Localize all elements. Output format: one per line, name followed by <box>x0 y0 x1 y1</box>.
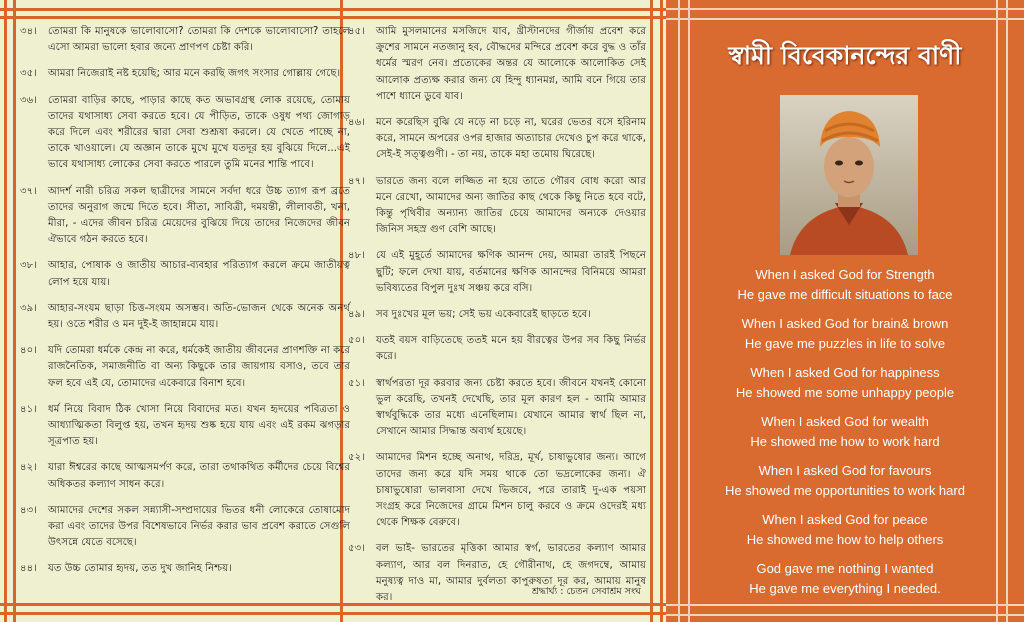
quote-number: ৫২। <box>348 452 365 464</box>
border-line <box>660 0 663 622</box>
quote-item <box>348 450 646 531</box>
quote-text: মনে করেছিস বুঝি যে নড়ে না চড়ে না, ঘরের ভেতর বসে হরিনাম করে, সামনে অপরের ওপর হাজার অত্যাচার দেখেও চুপ করে থাকে, সেই-ই সত্ত্বগুণী। - তা নয়, তাকে মহা তমোয় ঘিরেছে। <box>376 117 646 161</box>
quote-number: ৩৯। <box>20 302 37 314</box>
portrait-illustration <box>780 95 918 255</box>
page-title: স্বামী বিবেকানন্দের বাণী <box>728 41 962 70</box>
right-quote-column <box>348 24 646 616</box>
border-line <box>666 8 1024 10</box>
quote-item <box>348 376 646 441</box>
border-line <box>13 0 16 622</box>
border-line <box>0 16 666 19</box>
quote-text: আমাদের মিশন হচ্ছে অনাথ, দরিদ্র, মূর্খ, চাষাভুষোর জন্য। আগে তাদের জন্য করে যদি সময় থাকে তো ভদ্রলোকের জন্য। ঐ চাষাভুষোরা ভালবাসা দেখে ভিজবে, পরে তারাই দু-এক পয়সা সংগ্রহ করে নিজেদের গ্রামে মিশন চালু করবে ও ক্রমে ওদেরই মধ্য থেকে শিক্ষক বেরুবে। <box>376 452 646 529</box>
quote-number: ৪০। <box>20 345 37 357</box>
quote-line: He showed me how to help others <box>746 532 944 547</box>
quote-number: ৩৬। <box>20 94 37 106</box>
quote-number: ৫১। <box>348 377 365 389</box>
quote-number: ৫০। <box>348 335 365 347</box>
quote-line: When I asked God for Strength <box>755 267 935 282</box>
border-line <box>666 614 1024 616</box>
quote-line: When I asked God for favours <box>758 463 932 478</box>
quote-number: ৪৩। <box>20 504 37 516</box>
quote-text: যারা ঈশ্বরের কাছে আত্মসমর্পণ করে, তারা তথাকথিত কর্মীদের চেয়ে বিশ্বের অধিকতর কল্যাণ সাধন করে। <box>48 462 350 490</box>
border-line <box>0 8 666 11</box>
quote-number: ৩৪। <box>20 26 37 37</box>
quote-text: তোমরা কি মানুষকে ভালোবাসো? তোমরা কি দেশকে ভালোবাসো? তাহলে এসো আমরা ভালো হবার জন্যে প্রাণপণ চেষ্টা করি। <box>48 26 350 54</box>
quote-item <box>20 561 350 577</box>
quote-number: ৪৬। <box>348 117 365 129</box>
quote-text: ভারতে জন্য বলে লজ্জিত না হয়ে তাতে গৌরব বোধ করো আর মনে রেখো, আমাদের অন্য জাতির কাছ থেকে কিছু নিতে হবে বটে, কিন্তু পৃথিবীর অন্যান্য জাতির চেয়ে আমাদের অন্যকে দেওয়ার জিনিস সহস্র গুণ বেশি আছে। <box>376 175 646 236</box>
quote-number: ৪৮। <box>348 250 365 262</box>
quote-line: When I asked God for peace <box>762 512 928 527</box>
quote-text: যদি তোমরা ধর্মকে কেন্দ্র না করে, ধর্মকেই জাতীয় জীবনের প্রাণশক্তি না করে রাজনৈতিক, সমাজনীতি বা অন্য কিছুকে তার জায়গায় বসাও, তবে তার ফল হবে এই যে, তোমাদের একেবারে বিনাশ হবে। <box>48 345 350 389</box>
border-line <box>650 0 653 622</box>
quote-line: He showed me how to work hard <box>750 434 940 449</box>
quote-text: সব দুঃখের মূল ভয়; সেই ভয় একেবারেই ছাড়তে হবে। <box>376 309 591 321</box>
english-quote-panel <box>666 0 1024 622</box>
quote-text: আদর্শ নারী চরিত্র সকল ছাত্রীদের সামনে সর্বদা ধরে উচ্চ ত্যাগ রূপ ব্রতে তাদের অনুরাগ জন্মে দিতে হবে। সীতা, সাবিত্রী, দময়ন্তী, লীলাবতী, খনা, মীরা, - এদের জীবন চরিত্র মেয়েদের বুঝিয়ে দিয়ে তাদের নিজেদের জীবন ঐভাবে গঠন করতে হবে। <box>48 185 350 246</box>
portrait-image <box>780 95 918 255</box>
quote-text: স্বার্থপরতা দূর করবার জন্য চেষ্টা করতে হবে। জীবনে যখনই কোনো ভুল করেছি, তখনই দেখেছি, তার মূল কারণ হল - আমি আমার স্বার্থবুদ্ধিকে তার মধ্যে এনেছিলাম। যেখানে আমার স্বার্থ ছিল না, সেখানে আমার সিদ্ধান্ত অব্যর্থ হয়েছে। <box>376 377 646 438</box>
quote-pair <box>666 559 1024 599</box>
quote-pair <box>666 412 1024 452</box>
quote-number: ৪২। <box>20 462 37 474</box>
quote-text: আমরা নিজেরাই নষ্ট হয়েছি; আর মনে করছি জগৎ সংসার গোল্লায় গেছে। <box>48 68 341 80</box>
quote-line: When I asked God for brain& brown <box>741 316 949 331</box>
quote-text: যে এই মুহূর্তে আমাদের ক্ষণিক আনন্দ দেয়, আমরা তারই পিছনে ছুটি; ফলে দেখা যায়, বর্তমানের ক্ষণিক আনন্দের বিনিময়ে আমরা ভবিষ্যতের বিপুল দুঃখ সঞ্চয় করে বসি। <box>376 250 646 294</box>
quote-item <box>20 301 350 333</box>
quote-number: ৩৫। <box>20 68 37 80</box>
border-line <box>666 18 1024 20</box>
quote-pair <box>666 314 1024 354</box>
credit-line: শ্রদ্ধার্ঘ্য : চেতন সেবাশ্রম সংঘ <box>532 586 641 597</box>
border-line <box>4 0 7 622</box>
quote-number: ৪৫। <box>348 26 365 37</box>
quote-text: আমাদের দেশের সকল সন্ন্যাসী-সম্প্রদায়ের ভিতর ধনী লোকেরে তোষামোদ করা এবং তাদের উপর বিশেষভাবে নির্ভর করার ভাব প্রবেশ করাতে সেগুলি উৎসন্নে যেতে বসেছে। <box>48 504 350 549</box>
quote-number: ৪৯। <box>348 309 365 321</box>
quote-pair <box>666 363 1024 403</box>
quote-line: He showed me some unhappy people <box>735 385 955 400</box>
quote-line: He gave me puzzles in life to solve <box>744 336 946 351</box>
quote-number: ৩৭। <box>20 185 37 197</box>
quote-item <box>20 402 350 451</box>
quote-item <box>20 343 350 392</box>
left-quote-column <box>20 24 350 588</box>
quote-line: He gave me everything I needed. <box>749 581 941 596</box>
quote-item <box>20 460 350 492</box>
quote-item <box>20 258 350 290</box>
quote-number: ৪১। <box>20 403 37 415</box>
quote-item <box>348 333 646 365</box>
quote-item <box>348 248 646 297</box>
quote-line: When I asked God for happiness <box>750 365 940 380</box>
quote-item <box>20 24 350 56</box>
quote-text: বল ভাই- ভারতের মৃত্তিকা আমার স্বর্গ, ভারতের কল্যাণ আমার কল্যাণ, আর বল দিনরাত, হে গৌরীনাথ, হে জগদম্বে, আমায় মনুষ্যত্ব দাও মা, আমার দুর্বলতা কাপুরুষতা দূর কর, আমায় মানুষ কর। <box>376 543 646 604</box>
quote-text: ধর্ম নিয়ে বিবাদ ঠিক খোসা নিয়ে বিবাদের মত। যখন হৃদয়ের পবিত্রতা ও আধ্যাত্মিকতা বিলুপ্ত হয়, তখন হৃদয় শুষ্ক হয়ে যায় এবং এই রকম ঝগড়ার সূত্রপাত হয়। <box>48 403 350 448</box>
quote-item <box>20 503 350 552</box>
quote-line: God gave me nothing I wanted <box>756 561 934 576</box>
quote-text: যতই বয়স বাড়িতেছে ততই মনে হয় বীরত্বের উপর সব কিছু নির্ভর করে। <box>376 335 646 363</box>
quote-text: যত উচ্চ তোমার হৃদয়, তত দুখ জানিহ নিশ্চয়। <box>48 563 232 575</box>
quote-item <box>348 24 646 105</box>
quote-text: তোমরা বাড়ির কাছে, পাড়ার কাছে কত অভাবগ্রস্থ লোক রয়েছে, তোমায় তাদের যথাসাধ্য সেবা করতে হবে। যে পীড়িত, তাকে ওষুধ পথ্য জোগাড় করে দিলে এবং শরীরের দ্বারা সেবা শুশ্রূষা করলে। যে খেতে পাচ্ছে না, তাকে খাওয়ালে। যে অজ্ঞান তাকে মুখে মুখে যতদূর হয় বুঝিয়ে দিলে...এই ভাবে যথাসাধ্য লোকের সেবা করতে পারলে তুমি মনের শান্তি পাবে। <box>48 94 350 171</box>
quote-line: He gave me difficult situations to face <box>737 287 953 302</box>
english-quotes <box>666 265 1024 608</box>
quote-line: He showed me opportunities to work hard <box>725 483 965 498</box>
quote-item <box>348 174 646 239</box>
quote-item <box>20 184 350 249</box>
quote-text: আহার-সংযম ছাড়া চিত্ত-সংযম অসম্ভব। অতি-ভোজন থেকে অনেক অনর্থ হয়। ওতে শরীর ও মন দুই-ই জাহান্নমে যায়। <box>48 302 350 331</box>
quote-number: ৫৩। <box>348 543 365 555</box>
quote-number: ৪৭। <box>348 175 365 187</box>
quote-item <box>348 115 646 164</box>
quote-text: আহার, পোষাক ও জাতীয় আচার-ব্যবহার পরিত্যাগ করলে ক্রমে জাতীয়ত্ব লোপ হয়ে যায়। <box>48 260 350 288</box>
quote-line: When I asked God for wealth <box>761 414 929 429</box>
quote-number: ৩৮। <box>20 260 37 272</box>
quote-pair <box>666 265 1024 305</box>
quote-item <box>348 307 646 323</box>
quote-number: ৪৪। <box>20 563 37 575</box>
quote-text: আমি মুসলমানের মসজিদে যাব, খ্রীস্টানদের গীর্জায় প্রবেশ করে ক্রুশের সামনে নতজানু হব, বৌদ্ধদের মন্দিরে প্রবেশ করে বুদ্ধ ও তাঁর ধর্মের স্মরণ নেব। প্রত্যেকের অন্তর যে আলোকে আলোকিত সেই আলোক প্রত্যক্ষ করার জন্য যে হিন্দু ধ্যানমগ্ন, আমি বনে গিয়ে তার পাশে ধ্যানে ডুবে যাব। <box>376 26 646 102</box>
quote-pair <box>666 461 1024 501</box>
quote-item <box>20 66 350 82</box>
quote-pair <box>666 510 1024 550</box>
quote-item <box>20 93 350 174</box>
